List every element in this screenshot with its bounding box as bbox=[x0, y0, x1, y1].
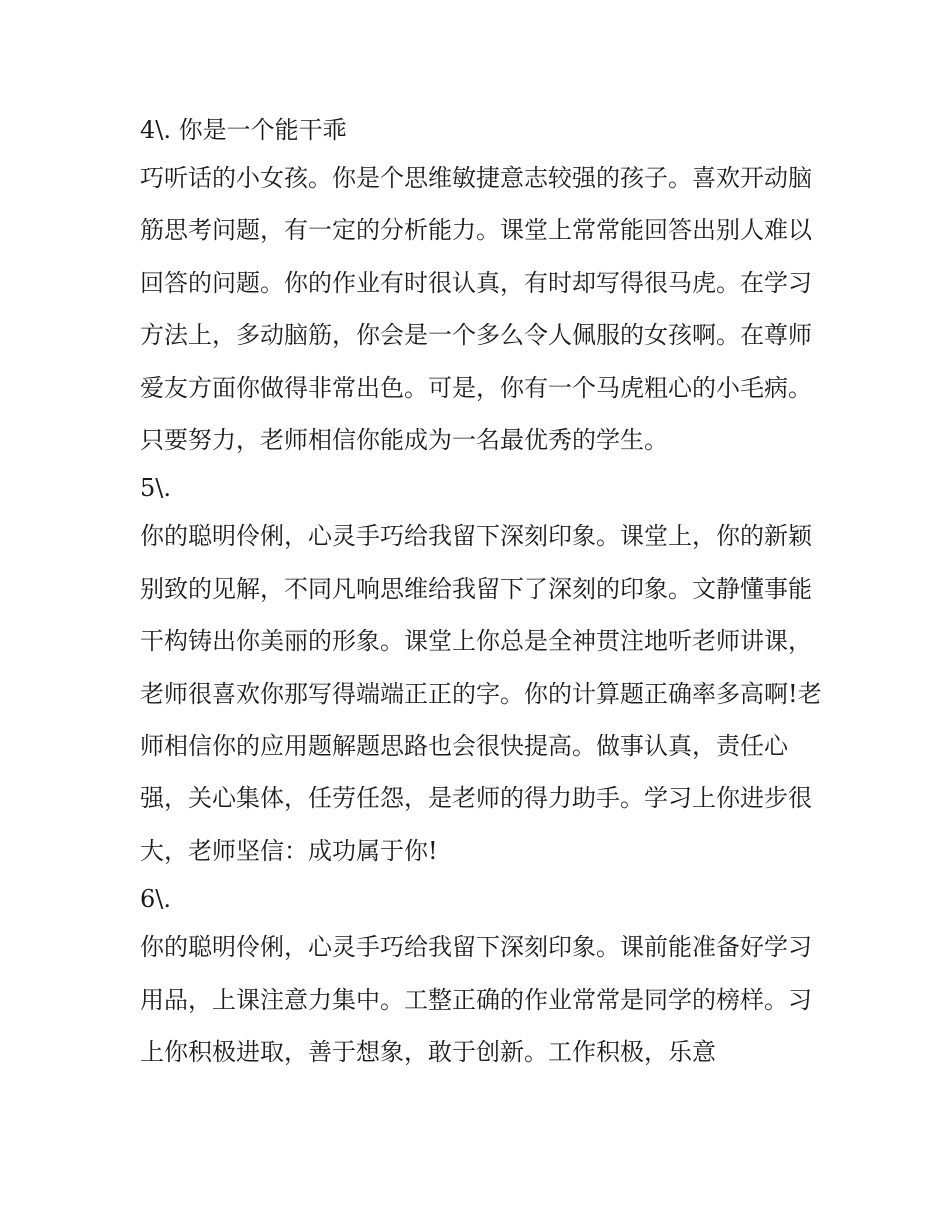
section-heading-6: 6\. bbox=[140, 885, 171, 914]
document-text bbox=[140, 108, 830, 1079]
section-heading-5: 5\. bbox=[140, 474, 171, 503]
section-body-6: 你的聪明伶俐，心灵手巧给我留下深刻印象。课前能准备好学习用品，上课注意力集中。工整正确的作业常常是同学的榜样。习上你积极进取，善于想象，敢于创新。工作积极，乐意 bbox=[140, 933, 812, 1067]
section-body-5: 你的聪明伶俐，心灵手巧给我留下深刻印象。课堂上，你的新颖别致的见解，不同凡响思维给我留下了深刻的印象。文静懂事能干构铸出你美丽的形象。课堂上你总是全神贯注地听老师讲课，老师很喜欢你那写得端端正正的字。你的计算题正确率多高啊!老师相信你的应用题解题思路也会很快提高。做事认真，责任心强，关心集体，任劳任怨，是老师的得力助手。学习上你进步很大，老师坚信：成功属于你! bbox=[140, 522, 822, 865]
section-heading-4: 4\. 你是一个能干乖 bbox=[140, 116, 347, 144]
section-body-4: 巧听话的小女孩。你是个思维敏捷意志较强的孩子。喜欢开动脑筋思考问题，有一定的分析能力。课堂上常常能回答出别人难以回答的问题。你的作业有时很认真，有时却写得很马虎。在学习方法上，多动脑筋，你会是一个多么令人佩服的女孩啊。在尊师爱友方面你做得非常出色。可是，你有一个马虎粗心的小毛病。只要努力，老师相信你能成为一名最优秀的学生。 bbox=[140, 164, 812, 455]
